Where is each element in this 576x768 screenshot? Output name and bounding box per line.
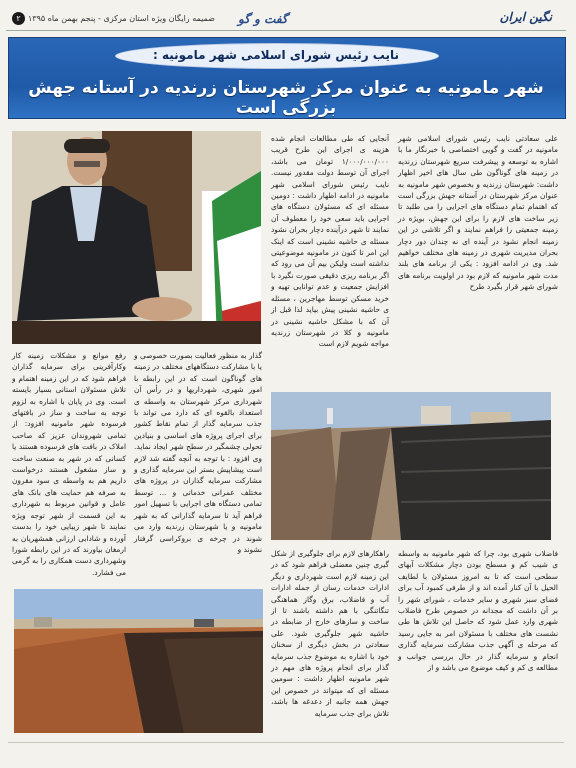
article-column-left: رفع موانع و مشکلات زمینه کار وکارآفرینی برای سرمایه گذاران فراهم شود که در این زمینه اهتمام و تلاش مسئولان استانی بسیار بایسته است. وی در پایان با اشاره به لزوم توجه به ساخت و ساز در بافتهای فرسوده شهر مامونیه افزود: از تمامی شهروندان عزیز که صاحب املاک در بافت های فرسوده هستند یا کسانی که در شهر به صنعت ساخت و ساز مشغول هستند درخواست داریم هم به واسطه ی سود مقرون به صرفه هم حمایت های بانک های عامل و قوانین مربوط به شهرداری به این قسمت از شهر توجه ویژه نمایند تا شهر زیبایی خود را بدست آورده و شادابی ارزانی همشهریان به ارمغان بیاورند که در این رابطه شورا وشهرداری دست همکاری را به گرمی می فشارد. [12, 351, 126, 577]
page-number: ۲ [12, 12, 25, 25]
construction-site-photo [271, 392, 551, 540]
article-column-center: گذار به منظور فعالیت بصورت خصوصی و یا با مشارکت دستگاههای مختلف در زمینه های گوناگون است که در این رابطه با امور شهری، شهرداریها و در رأس آن شهرداری مرکز شهرستان به واسطه ی استعداد بالقوه ای که دارد می تواند با جذب سرمایه گذار از تمام نقاط کشور برای اجرای پروژه های اساسی و بنیادین تحولی چشمگیر در سطح شهر ایجاد نماید. وی افزود : با توجه به آنچه گفته شد لازم است پیشاپیش بستر این سرمایه گذاری و مشارکت سرمایه گذاران در پروژه های مختلف عمرانی خدماتی و ... توسط تمامی دستگاه های اجرایی با تسهیل امور فراهم آید تا سرمایه گذارانی که به شهر مامونیه و یا شهرستان زرندیه وارد می شوند در چرخه ی بروکراسی گرفتار نشوند و [134, 351, 262, 554]
article-column-bottom-middle: راهکارهای لازم برای جلوگیری از شکل گیری چنین معضلی فراهم شود که در این زمینه لازم است شهرداری و دیگر ادارات خدمات رسان از جمله ادارات آب و فاضلاب، برق وگاز هماهنگی تنگاتنگی با هم داشته باشند تا از ساخت و سازهای خارج از ضابطه در حاشیه شهر جلوگیری شود. علی سعادتی در بخش دیگری از سخنان خود با اشاره به موضوع جذب سرمایه گذار برای انجام پروژه های مهم در شهر مامونیه اظهار داشت : سومین مسئله ای که میتواند در خصوص این جهش همه جانبه از دعدغه ها باشد، تلاش برای جذب سرمایه [271, 549, 389, 718]
article-column-right: علی سعادتی نایب رئیس شورای اسلامی شهر مامونیه در گفت و گویی اختصاصی با خبرنگار ما با اشاره به توسعه و پیشرفت سریع شهرستان زرندیه در زمینه های گوناگون طی سال های اخیر اظهار داشت: شهرستان زرندیه و بخصوص شهر مامونیه به عنوان مرکز شهرستان در آستانه جهش بزرگی است که اهتمام تمام دستگاه های اجرایی را می طلبد تا زیر ساخت های لازم را برای این جهش، بویژه در زمینه جمعیتی را فراهم نمایند و اگر تلاشی در این زمینه انجام نشود در آینده ای نه چندان دور دچار بحران مدیریت شهری در زمینه های مختلف خواهیم شد. وی در ادامه افزود : یکی از برنامه های بلند مدت شهر مامونیه که لازم بود در اولویت برنامه های شورای شهر قرار بگیرد طرح [398, 134, 558, 292]
bottom-rule [8, 742, 564, 743]
supplement-info: ضمیمه رایگان ویژه استان مرکزی - پنجم بهمن ماه ۱۳۹۵ [28, 14, 215, 23]
kicker: نایب رئیس شورای اسلامی شهر مامونیه : [152, 48, 400, 62]
construction-illustration [271, 392, 551, 540]
landscape-illustration [14, 589, 263, 733]
portrait-illustration [12, 131, 261, 344]
portrait-photo [12, 131, 261, 344]
page-header [6, 8, 566, 31]
headline: شهر مامونیه به عنوان مرکز شهرستان زرندیه در آستانه جهش بزرگی است [28, 78, 544, 118]
newspaper-logo: نگین ایران [499, 10, 552, 24]
trench-landscape-photo [14, 589, 263, 733]
article-column-middle: آنجایی که طی مطالعات انجام شده هزینه ی اجرای این طرح قریب ۱/۰۰۰/۰۰۰/۰۰۰ تومان می باشد، اجرای آن توسط دولت مقدور نیست. نایب رئیس شورای اسلامی شهر مامونیه در ادامه اظهار داشت : دومین مسئله ای که مسئولان دستگاه های اجرایی باید سعی خود را معطوف آن نمایند تا شهر درآینده دچار بحران نشود مسئله ی حاشیه نشینی است که اینک این امر تا کنون در مامونیه موضوعیتی نداشته است ولیکن بیم آن می رود که اگر برنامه ریزی دقیقی صورت نگیرد با افزایش جمعیت و عدم توانایی تهیه و خرید مسکن توسط مهاجرین ، مسئله ی حاشیه نشینی پیش بیاید لذا قبل از آن که با مشکل حاشیه نشینی در مامونیه و کلا در شهرستان زرندیه مواجه شویم لازم است [271, 134, 389, 349]
article-column-bottom-right: فاضلاب شهری بود، چرا که شهر مامونیه به واسطه ی شیب کم و مسطح بودن دچار مشکلات آبهای سطحی است که تا به امروز مسئولان با لطایف الحیل با آن کنار آمده اند و از طرفی کمبود آب برای فضای سبز شهری و سایر خدمات ، شورای شهر را بر آن داشت که مجدانه در خصوص طرح فاضلاب شهری وارد عمل شود که حاصل این تلاش ها طی نشست های مختلف با مسئولان امر به جایی رسید که مرحله ی آگهی جذب مشارکت سرمایه گذاری انجام و سرمایه گذار در حال بررسی جوانب و مطالعه ی کم و کیف موضوع می باشد و از [398, 549, 558, 673]
section-title: گفت و گو [238, 12, 288, 26]
